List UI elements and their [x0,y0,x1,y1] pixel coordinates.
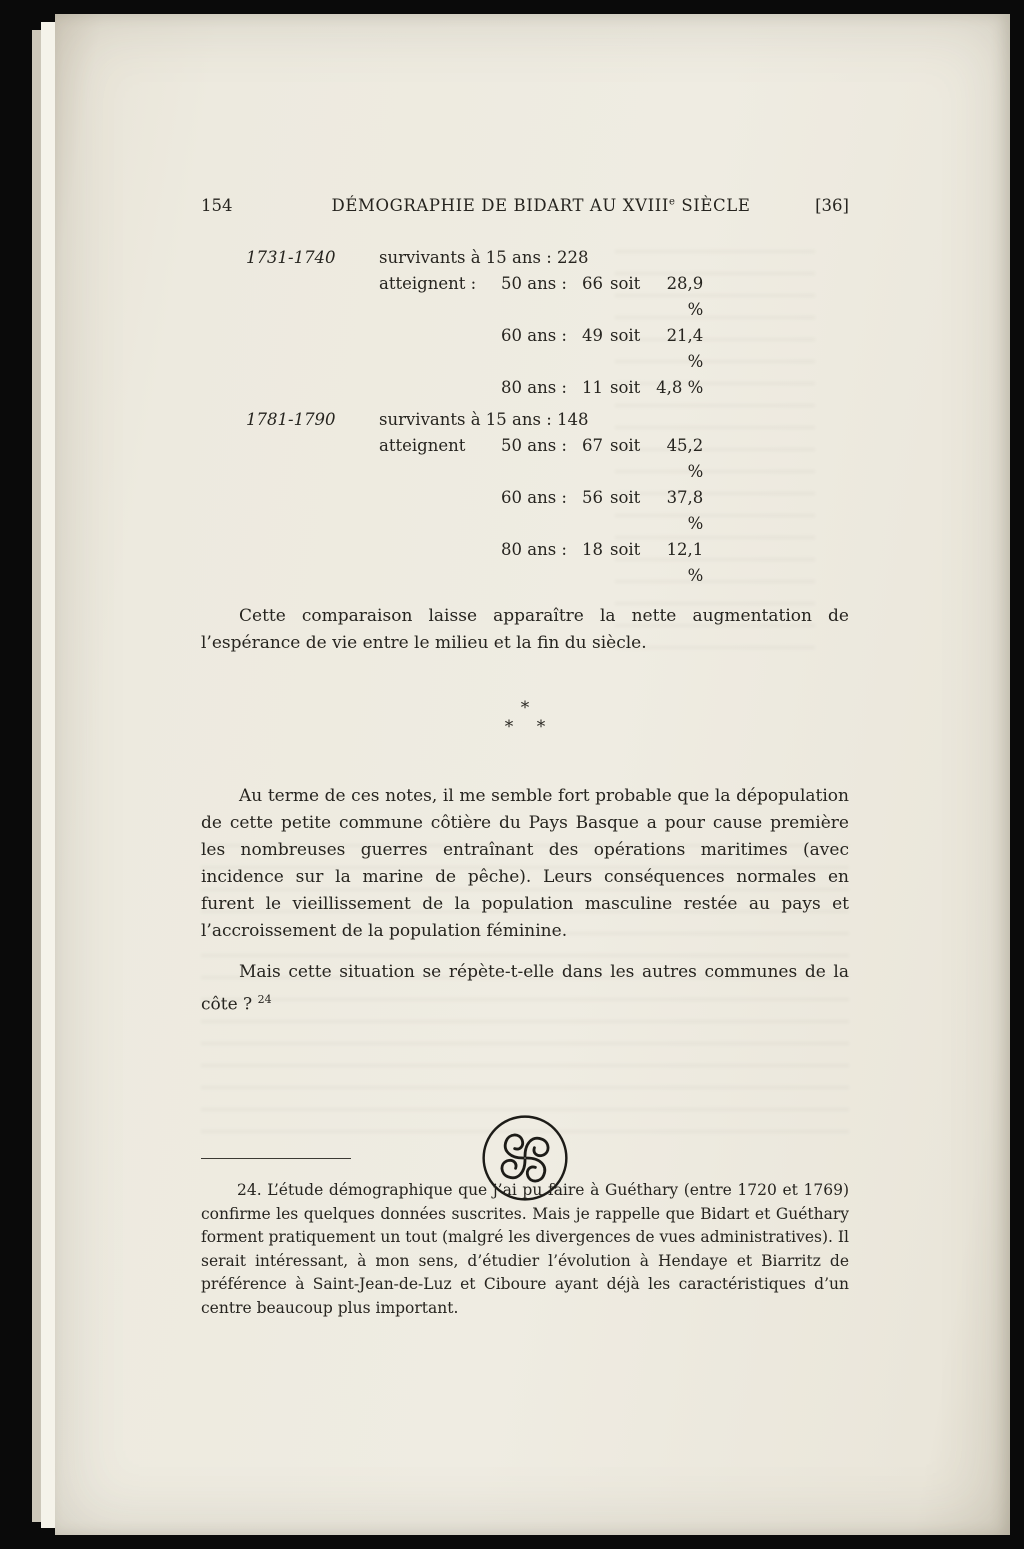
attain-row [379,433,849,485]
percent-value: 4,8 % [656,378,704,397]
count-value: 18 [582,540,603,559]
percent-value: 28,9 % [666,274,704,319]
percent-value: 37,8 % [666,488,704,533]
age-label: 80 ans : [501,378,567,397]
age-label: 60 ans : [501,326,567,345]
percent-value: 21,4 % [666,326,704,371]
scanned-page [55,14,1010,1535]
soit-word: soit [610,378,641,397]
attain-label: atteignent [379,436,466,455]
attain-label [379,537,501,589]
age-label: 50 ans : [501,436,567,455]
soit-word: soit [610,436,641,455]
question-text: Mais cette situation se répète-t-elle dans les autres communes de la côte ? [201,962,849,1015]
survival-group-1731-1740 [246,245,849,401]
soit-word: soit [610,488,641,507]
book-page-edge-inner [41,22,55,1528]
footnote-reference-24: 24 [257,993,272,1006]
soit-word: soit [610,326,641,345]
percent-value: 12,1 % [666,540,704,585]
age-label: 60 ans : [501,488,567,507]
page-title [297,196,785,215]
paragraph-question [201,959,849,1019]
attain-label [379,323,501,375]
paragraph-conclusion: Au terme de ces notes, il me semble fort probable que la dépopulation de cette petite commune côtière du Pays Basque a pour cause première les nombreuses guerres entraînant des opérations maritimes (avec incidence sur la marine de pêche). Leurs conséquences normales en furent le vieillissement de la population masculine restée au pays et l’accroissement de la population féminine. [201,786,849,941]
running-header [201,196,849,215]
page-title-superscript: e [669,196,676,208]
survival-group-body [379,407,849,589]
survival-table [201,245,849,589]
survivors-line: survivants à 15 ans : 228 [379,248,589,267]
attain-label [379,375,501,401]
period-label: 1781-1790 [246,410,336,429]
footnote-rule [201,1158,351,1159]
age-label: 80 ans : [501,540,567,559]
attain-row [379,375,849,401]
section-separator-asterisks [201,699,849,737]
page-title-main: DÉMOGRAPHIE DE BIDART AU XVIII [331,196,670,215]
footnote-block [201,1158,849,1320]
page-title-rest: SIÈCLE [675,196,751,215]
attain-row [379,271,849,323]
soit-word: soit [610,274,641,293]
column-reference: [36] [815,196,849,215]
survival-group-1781-1790 [246,407,849,589]
age-label: 50 ans : [501,274,567,293]
count-value: 56 [582,488,603,507]
survival-group-body [379,245,849,401]
count-value: 66 [582,274,603,293]
attain-label: atteignent : [379,274,477,293]
paragraph-comparison: Cette comparaison laisse apparaître la nette augmentation de l’espérance de vie entre le milieu et la fin du siècle. [201,606,849,653]
count-value: 67 [582,436,603,455]
attain-label [379,485,501,537]
count-value: 49 [582,326,603,345]
percent-value: 45,2 % [666,436,704,481]
survivors-line: survivants à 15 ans : 148 [379,410,589,429]
page-number: 154 [201,196,233,215]
asterisk-top: * [520,698,530,718]
period-label: 1731-1740 [246,248,336,267]
attain-row [379,537,849,589]
footnote-text: 24. L’étude démographique que j’ai pu faire à Guéthary (entre 1720 et 1769) confirme les quelques données suscrites. Mais je rappelle que Bidart et Guéthary forment pratiquement un tout (malgré les divergences de vues administratives). Il serait intéressant, à mon sens, d’étudier l’évolution à Hendaye et Biarritz de préférence à Saint-Jean-de-Luz et Ciboure ayant déjà les caractéristiques d’un centre beaucoup plus important. [201,1181,849,1317]
book-page-edge-outer [32,30,41,1522]
asterisk-bottom: * * [504,717,555,737]
count-value: 11 [582,378,603,397]
page-content [201,196,849,1317]
attain-row [379,323,849,375]
attain-row [379,485,849,537]
soit-word: soit [610,540,641,559]
